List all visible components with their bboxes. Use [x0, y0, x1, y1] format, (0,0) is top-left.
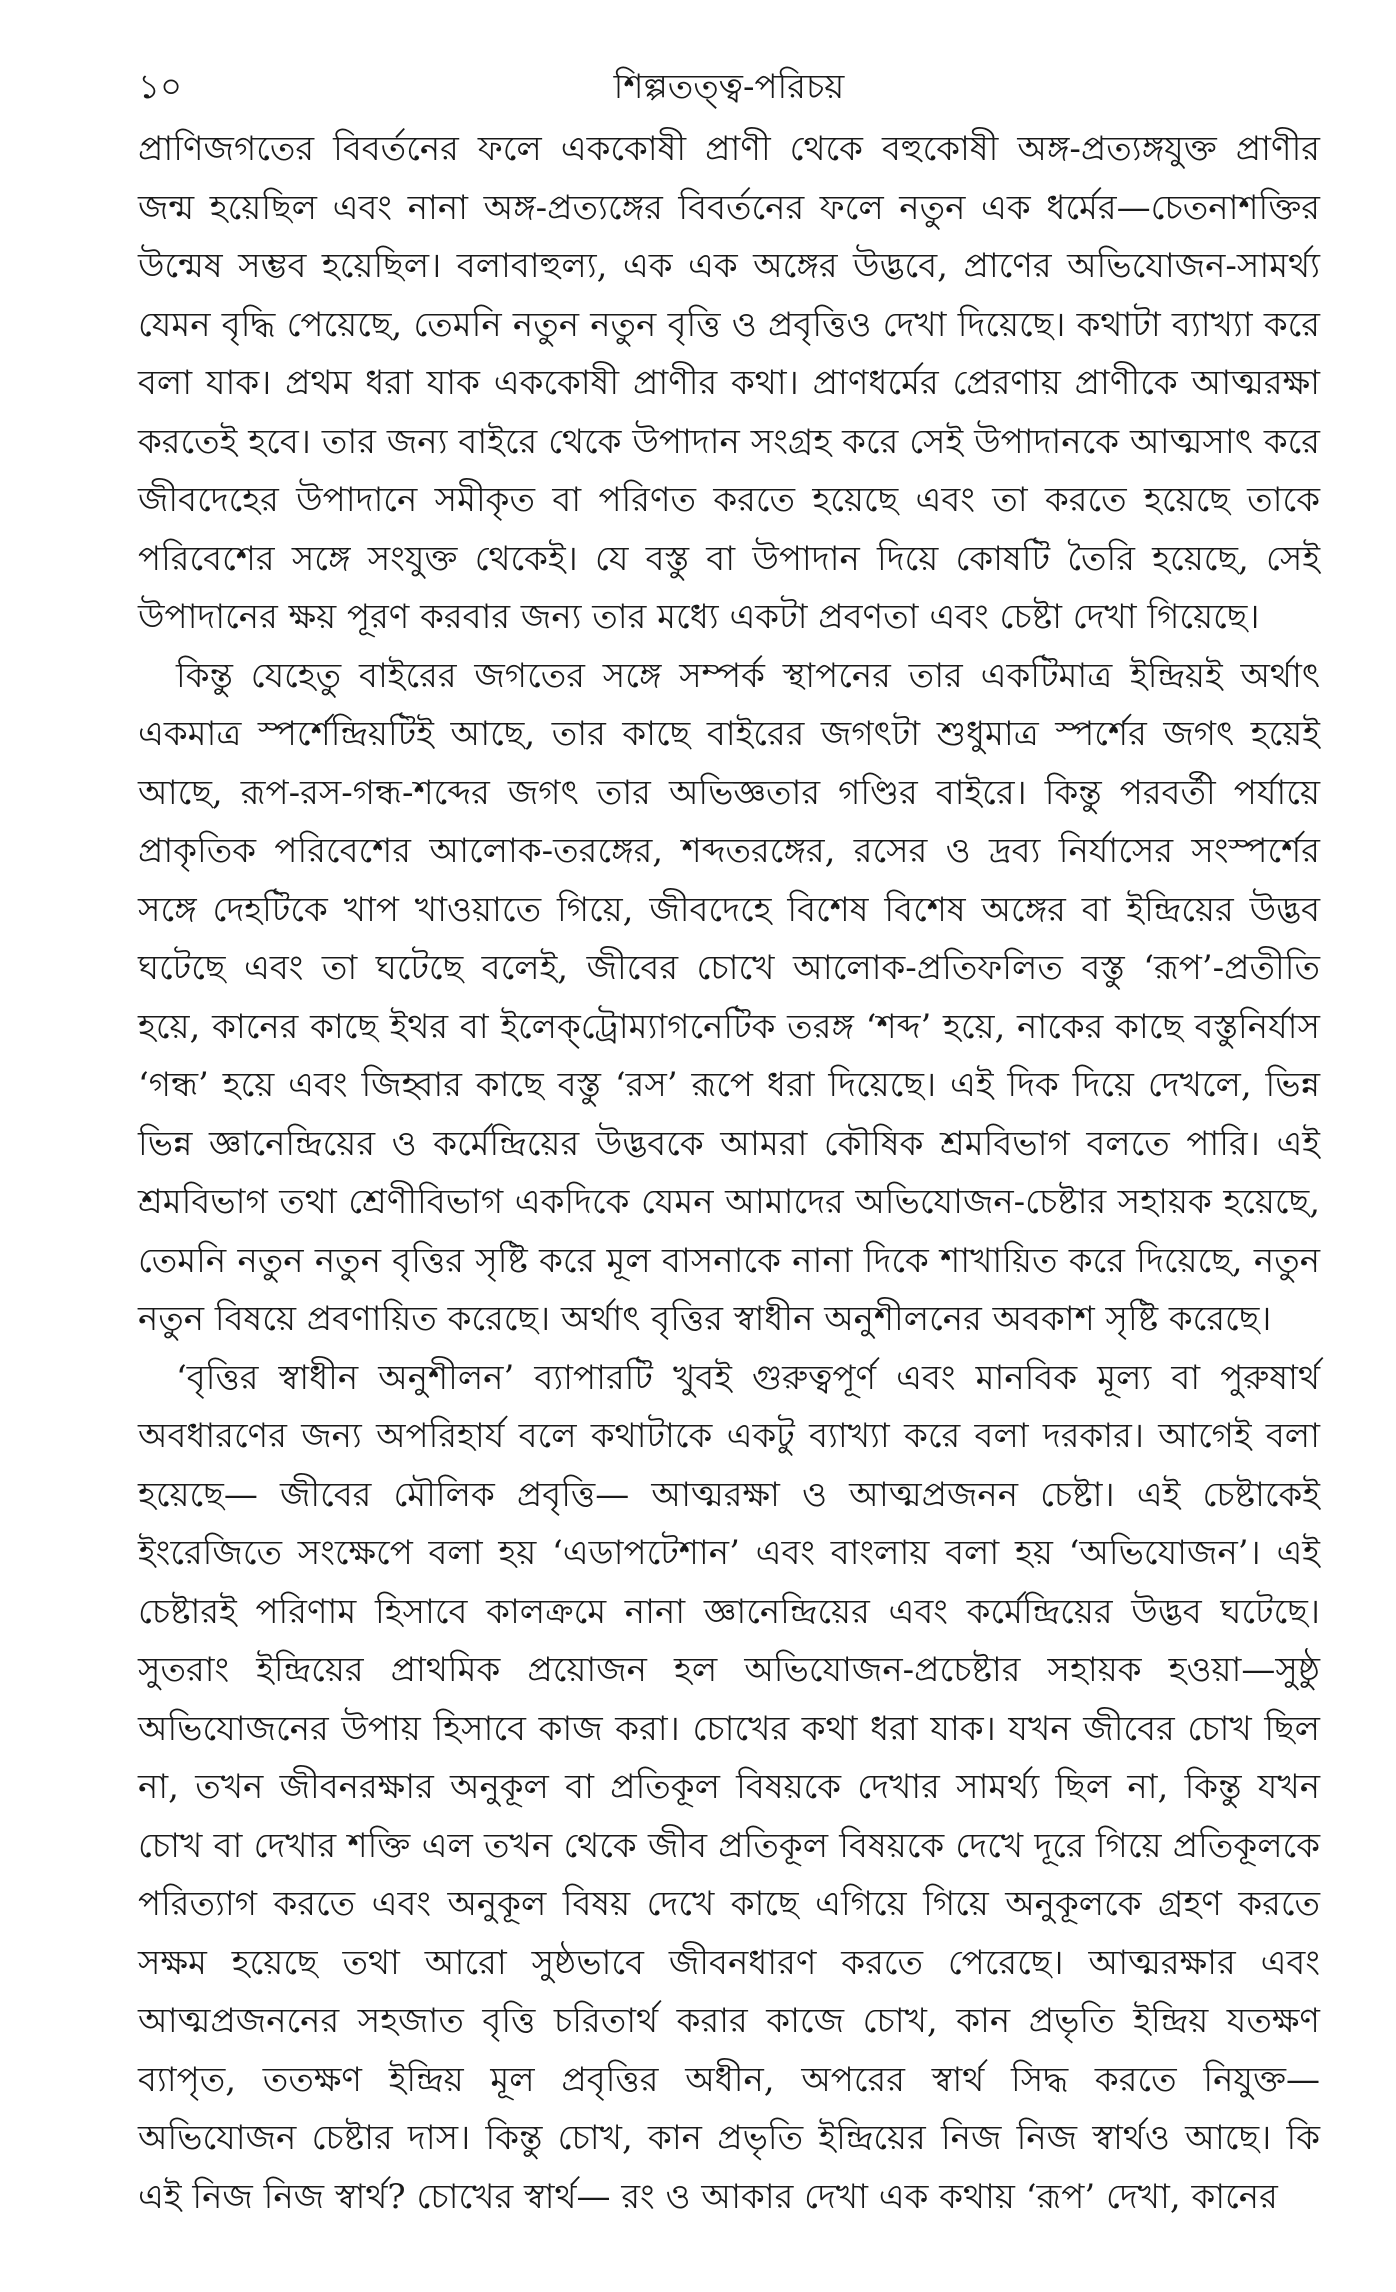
body-text — [138, 120, 1320, 2226]
paragraph: প্রাণিজগতের বিবর্তনের ফলে এককোষী প্রাণী থেকে বহুকোষী অঙ্গ-প্রত্যঙ্গযুক্ত প্রাণীর জন্ম হয়েছিল এবং নানা অঙ্গ-প্রত্যঙ্গের বিবর্তনের ফলে নতুন এক ধর্মের—চেতনাশক্তির উন্মেষ সম্ভব হয়েছিল। বলাবাহুল্য, এক এক অঙ্গের উদ্ভবে, প্রাণের অভিযোজন-সামর্থ্য যেমন বৃদ্ধি পেয়েছে, তেমনি নতুন নতুন বৃত্তি ও প্রবৃত্তিও দেখা দিয়েছে। কথাটা ব্যাখ্যা করে বলা যাক। প্রথম ধরা যাক এককোষী প্রাণীর কথা। প্রাণধর্মের প্রেরণায় প্রাণীকে আত্মরক্ষা করতেই হবে। তার জন্য বাইরে থেকে উপাদান সংগ্রহ করে সেই উপাদানকে আত্মসাৎ করে জীবদেহের উপাদানে সমীকৃত বা পরিণত করতে হয়েছে এবং তা করতে হয়েছে তাকে পরিবেশের সঙ্গে সংযুক্ত থেকেই। যে বস্তু বা উপাদান দিয়ে কোষটি তৈরি হয়েছে, সেই উপাদানের ক্ষয় পূরণ করবার জন্য তার মধ্যে একটা প্রবণতা এবং চেষ্টা দেখা গিয়েছে। — [138, 129, 1320, 637]
running-title: শিল্পতত্ত্ব-পরিচয় — [613, 67, 845, 107]
paragraph: কিন্তু যেহেতু বাইরের জগতের সঙ্গে সম্পর্ক স্থাপনের তার একটিমাত্র ইন্দ্রিয়ই অর্থাৎ একমাত্র স্পর্শেন্দ্রিয়টিই আছে, তার কাছে বাইরের জগৎটা শুধুমাত্র স্পর্শের জগৎ হয়েই আছে, রূপ-রস-গন্ধ-শব্দের জগৎ তার অভিজ্ঞতার গণ্ডির বাইরে। কিন্তু পরবর্তী পর্যায়ে প্রাকৃতিক পরিবেশের আলোক-তরঙ্গের, শব্দতরঙ্গের, রসের ও দ্রব্য নির্যাসের সংস্পর্শের সঙ্গে দেহটিকে খাপ খাওয়াতে গিয়ে, জীবদেহে বিশেষ বিশেষ অঙ্গের বা ইন্দ্রিয়ের উদ্ভব ঘটেছে এবং তা ঘটেছে বলেই, জীবের চোখে আলোক-প্রতিফলিত বস্তু ‘রূপ’-প্রতীতি হয়ে, কানের কাছে ইথর বা ইলেক্‌ট্রোম্যাগনেটিক তরঙ্গ ‘শব্দ’ হয়ে, নাকের কাছে বস্তুনির্যাস ‘গন্ধ’ হয়ে এবং জিহ্বার কাছে বস্তু ‘রস’ রূপে ধরা দিয়েছে। এই দিক দিয়ে দেখলে, ভিন্ন ভিন্ন জ্ঞানেন্দ্রিয়ের ও কর্মেন্দ্রিয়ের উদ্ভবকে আমরা কৌষিক শ্রমবিভাগ বলতে পারি। এই শ্রমবিভাগ তথা শ্রেণীবিভাগ একদিকে যেমন আমাদের অভিযোজন-চেষ্টার সহায়ক হয়েছে, তেমনি নতুন নতুন বৃত্তির সৃষ্টি করে মূল বাসনাকে নানা দিকে শাখায়িত করে দিয়েছে, নতুন নতুন বিষয়ে প্রবণায়িত করেছে। অর্থাৎ বৃত্তির স্বাধীন অনুশীলনের অবকাশ সৃষ্টি করেছে। — [138, 655, 1320, 1339]
page-header — [138, 0, 1320, 120]
page-number: ১০ — [138, 67, 183, 107]
paragraph: ‘বৃত্তির স্বাধীন অনুশীলন’ ব্যাপারটি খুবই গুরুত্বপূর্ণ এবং মানবিক মূল্য বা পুরুষার্থ অবধারণের জন্য অপরিহার্য বলে কথাটাকে একটু ব্যাখ্যা করে বলা দরকার। আগেই বলা হয়েছে— জীবের মৌলিক প্রবৃত্তি— আত্মরক্ষা ও আত্মপ্রজনন চেষ্টা। এই চেষ্টাকেই ইংরেজিতে সংক্ষেপে বলা হয় ‘এডাপটেশান’ এবং বাংলায় বলা হয় ‘অভিযোজন’। এই চেষ্টারই পরিণাম হিসাবে কালক্রমে নানা জ্ঞানেন্দ্রিয়ের এবং কর্মেন্দ্রিয়ের উদ্ভব ঘটেছে। সুতরাং ইন্দ্রিয়ের প্রাথমিক প্রয়োজন হল অভিযোজন-প্রচেষ্টার সহায়ক হওয়া—সুষ্ঠু অভিযোজনের উপায় হিসাবে কাজ করা। চোখের কথা ধরা যাক। যখন জীবের চোখ ছিল না, তখন জীবনরক্ষার অনুকূল বা প্রতিকূল বিষয়কে দেখার সামর্থ্য ছিল না, কিন্তু যখন চোখ বা দেখার শক্তি এল তখন থেকে জীব প্রতিকূল বিষয়কে দেখে দূরে গিয়ে প্রতিকূলকে পরিত্যাগ করতে এবং অনুকূল বিষয় দেখে কাছে এগিয়ে গিয়ে অনুকূলকে গ্রহণ করতে সক্ষম হয়েছে তথা আরো সুষ্ঠভাবে জীবনধারণ করতে পেরেছে। আত্মরক্ষার এবং আত্মপ্রজননের সহজাত বৃত্তি চরিতার্থ করার কাজে চোখ, কান প্রভৃতি ইন্দ্রিয় যতক্ষণ ব্যাপৃত, ততক্ষণ ইন্দ্রিয় মূল প্রবৃত্তির অধীন, অপরের স্বার্থ সিদ্ধ করতে নিযুক্ত— অভিযোজন চেষ্টার দাস। কিন্তু চোখ, কান প্রভৃতি ইন্দ্রিয়ের নিজ নিজ স্বার্থও আছে। কি এই নিজ নিজ স্বার্থ? চোখের স্বার্থ— রং ও আকার দেখা এক কথায় ‘রূপ’ দেখা, কানের — [138, 1357, 1320, 2217]
